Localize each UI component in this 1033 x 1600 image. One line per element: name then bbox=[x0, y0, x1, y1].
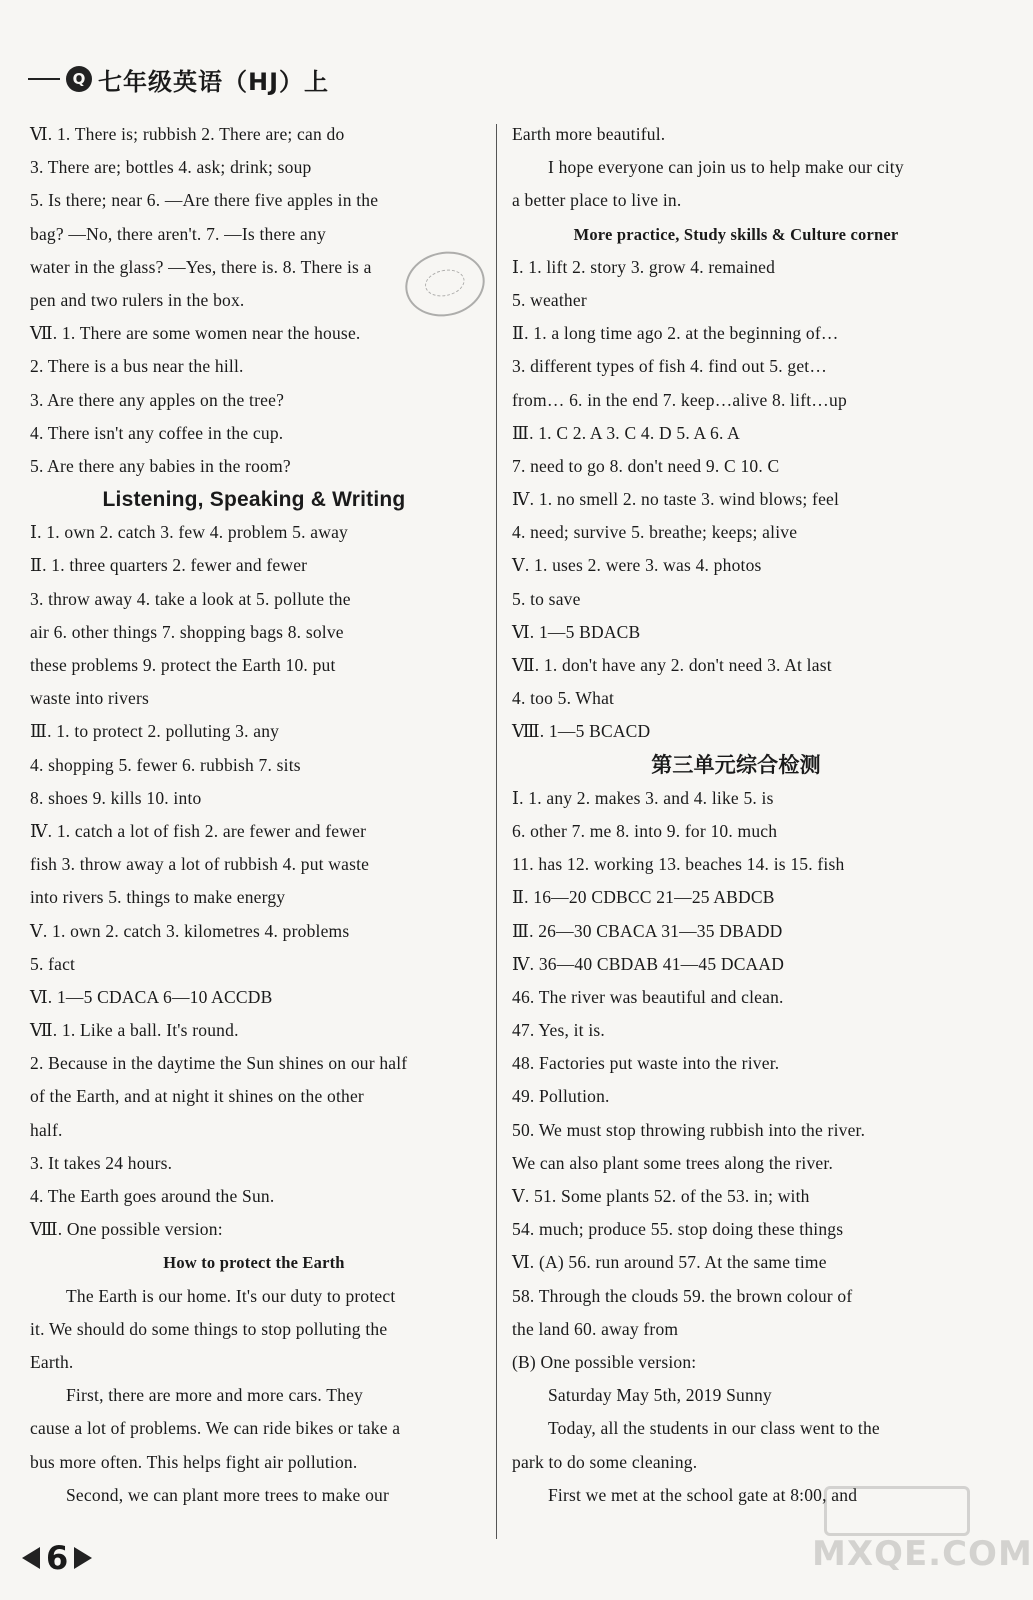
answer-line: Ⅱ. 16—20 CDBCC 21—25 ABDCB bbox=[512, 887, 775, 908]
answer-line: pen and two rulers in the box. bbox=[30, 289, 245, 310]
answer-line: Ⅵ. (A) 56. run around 57. At the same time bbox=[512, 1252, 827, 1273]
answer-line: 7. need to go 8. don't need 9. C 10. C bbox=[512, 455, 780, 476]
answer-line: Ⅲ. 26—30 CBACA 31—35 DBADD bbox=[512, 920, 783, 941]
answer-line: Ⅷ. 1—5 BCACD bbox=[512, 721, 651, 742]
watermark-text: MXQE.COM bbox=[812, 1534, 1033, 1574]
answer-line: 46. The river was beautiful and clean. bbox=[512, 986, 784, 1007]
answer-line: water in the glass? —Yes, there is. 8. There is a bbox=[30, 256, 372, 277]
answer-line: Ⅱ. 1. three quarters 2. fewer and fewer bbox=[30, 555, 308, 576]
answer-line: 5. Are there any babies in the room? bbox=[30, 455, 291, 476]
answer-line: from… 6. in the end 7. keep…alive 8. lift…up bbox=[512, 389, 847, 410]
answer-line: Ⅵ. 1—5 CDACA 6—10 ACCDB bbox=[30, 986, 273, 1007]
answer-line: the land 60. away from bbox=[512, 1318, 679, 1339]
answer-line: 4. The Earth goes around the Sun. bbox=[30, 1186, 275, 1206]
answer-line: 50. We must stop throwing rubbish into the river. bbox=[512, 1119, 866, 1140]
answer-line: Ⅰ. 1. own 2. catch 3. few 4. problem 5. away bbox=[30, 522, 348, 543]
answer-line: air 6. other things 7. shopping bags 8. solve bbox=[30, 621, 344, 642]
page-number: 6 bbox=[46, 1539, 69, 1577]
answer-line: Ⅳ. 1. no smell 2. no taste 3. wind blows; feel bbox=[512, 489, 840, 510]
answer-line: Ⅶ. 1. There are some women near the house. bbox=[30, 323, 361, 344]
answer-line: Ⅲ. 1. C 2. A 3. C 4. D 5. A 6. A bbox=[512, 422, 740, 443]
page-header bbox=[28, 62, 329, 96]
answer-line: bus more often. This helps fight air pollution. bbox=[30, 1451, 358, 1472]
answer-line: 4. too 5. What bbox=[512, 688, 615, 709]
answer-line: a better place to live in. bbox=[512, 190, 682, 211]
answer-line: Earth more beautiful. bbox=[512, 124, 666, 144]
answer-line: 6. other 7. me 8. into 9. for 10. much bbox=[512, 820, 778, 841]
answer-line: Ⅴ. 1. uses 2. were 3. was 4. photos bbox=[512, 555, 762, 576]
answer-line: half. bbox=[30, 1119, 63, 1140]
essay-paragraph-line: I hope everyone can join us to help make our city bbox=[548, 157, 904, 178]
answer-line: cause a lot of problems. We can ride bikes or take a bbox=[30, 1418, 401, 1439]
answer-line: Ⅶ. 1. don't have any 2. don't need 3. At last bbox=[512, 655, 832, 675]
essay-paragraph-line: Today, all the students in our class went to the bbox=[548, 1418, 880, 1439]
watermark-box bbox=[824, 1486, 970, 1536]
answer-line: it. We should do some things to stop polluting the bbox=[30, 1318, 388, 1339]
answer-line: 54. much; produce 55. stop doing these things bbox=[512, 1219, 844, 1240]
header-rule bbox=[28, 78, 60, 80]
answer-line: park to do some cleaning. bbox=[512, 1451, 698, 1472]
answer-line: 3. There are; bottles 4. ask; drink; soup bbox=[30, 157, 312, 178]
answer-line: Ⅲ. 1. to protect 2. polluting 3. any bbox=[30, 721, 280, 742]
essay-paragraph-line: The Earth is our home. It's our duty to protect bbox=[66, 1285, 396, 1306]
answer-line: 47. Yes, it is. bbox=[512, 1020, 605, 1041]
answer-line: Ⅳ. 36—40 CBDAB 41—45 DCAAD bbox=[512, 953, 785, 974]
answer-line: We can also plant some trees along the river. bbox=[512, 1152, 834, 1173]
answer-line: Ⅰ. 1. lift 2. story 3. grow 4. remained bbox=[512, 256, 776, 277]
answer-line: 3. It takes 24 hours. bbox=[30, 1152, 173, 1173]
answer-line: 3. Are there any apples on the tree? bbox=[30, 389, 285, 410]
page-footer bbox=[22, 1533, 92, 1583]
answer-line: fish 3. throw away a lot of rubbish 4. put waste bbox=[30, 854, 370, 875]
answer-line: 2. There is a bus near the hill. bbox=[30, 356, 244, 377]
answer-line: 4. need; survive 5. breathe; keeps; alive bbox=[512, 522, 798, 543]
answer-line: 5. weather bbox=[512, 289, 587, 310]
site-watermark bbox=[812, 1478, 1033, 1578]
section-heading: More practice, Study skills & Culture corner bbox=[573, 224, 899, 244]
answer-line: Ⅶ. 1. Like a ball. It's round. bbox=[30, 1020, 239, 1041]
answer-line: 2. Because in the daytime the Sun shines on our half bbox=[30, 1053, 408, 1074]
answer-column-right bbox=[512, 118, 960, 1512]
answer-line: 48. Factories put waste into the river. bbox=[512, 1053, 780, 1074]
answer-line: of the Earth, and at night it shines on the other bbox=[30, 1086, 364, 1107]
answer-line: 4. shopping 5. fewer 6. rubbish 7. sits bbox=[30, 754, 301, 775]
answer-line: Ⅷ. One possible version: bbox=[30, 1219, 223, 1240]
essay-paragraph-line: Second, we can plant more trees to make our bbox=[66, 1484, 390, 1505]
answer-line: into rivers 5. things to make energy bbox=[30, 887, 286, 908]
book-logo-icon: Q bbox=[66, 66, 92, 92]
answer-line: waste into rivers bbox=[30, 688, 150, 709]
answer-line: Ⅵ. 1. There is; rubbish 2. There are; can do bbox=[30, 124, 345, 144]
section-heading: Listening, Speaking & Writing bbox=[102, 488, 406, 512]
answer-line: bag? —No, there aren't. 7. —Is there any bbox=[30, 223, 326, 244]
answer-line: 11. has 12. working 13. beaches 14. is 15. fish bbox=[512, 854, 845, 875]
essay-paragraph-line: First we met at the school gate at 8:00, and bbox=[548, 1484, 858, 1505]
section-heading: How to protect the Earth bbox=[163, 1253, 345, 1273]
essay-paragraph-line: First, there are more and more cars. They bbox=[66, 1385, 364, 1406]
answer-line: Ⅳ. 1. catch a lot of fish 2. are fewer and fewer bbox=[30, 820, 367, 841]
column-divider bbox=[496, 124, 497, 1539]
answer-line: Ⅴ. 1. own 2. catch 3. kilometres 4. problems bbox=[30, 920, 350, 941]
diary-heading-line: Saturday May 5th, 2019 Sunny bbox=[548, 1385, 772, 1406]
answer-line: 5. Is there; near 6. —Are there five apples in the bbox=[30, 190, 379, 211]
answer-line: 58. Through the clouds 59. the brown colour of bbox=[512, 1285, 853, 1306]
next-triangle-icon bbox=[74, 1547, 92, 1569]
answer-line: Earth. bbox=[30, 1351, 74, 1372]
answer-line: 8. shoes 9. kills 10. into bbox=[30, 787, 202, 808]
answer-line: Ⅴ. 51. Some plants 52. of the 53. in; with bbox=[512, 1186, 810, 1206]
answer-line: 4. There isn't any coffee in the cup. bbox=[30, 422, 284, 443]
answer-line: 5. fact bbox=[30, 953, 76, 974]
answer-column-left bbox=[30, 118, 478, 1512]
answer-line: Ⅵ. 1—5 BDACB bbox=[512, 621, 641, 642]
answer-line: 5. to save bbox=[512, 588, 581, 609]
prev-triangle-icon bbox=[22, 1547, 40, 1569]
book-title: 七年级英语（HJ）上 bbox=[98, 67, 330, 96]
answer-line: Ⅱ. 1. a long time ago 2. at the beginning of… bbox=[512, 323, 839, 344]
answer-line: 3. throw away 4. take a look at 5. pollute the bbox=[30, 588, 351, 609]
answer-line: these problems 9. protect the Earth 10. put bbox=[30, 655, 336, 675]
answer-line: Ⅰ. 1. any 2. makes 3. and 4. like 5. is bbox=[512, 787, 774, 808]
answer-line: (B) One possible version: bbox=[512, 1351, 697, 1372]
section-heading: 第三单元综合检测 bbox=[651, 752, 821, 777]
answer-line: 3. different types of fish 4. find out 5. get… bbox=[512, 356, 828, 377]
answer-line: 49. Pollution. bbox=[512, 1086, 610, 1107]
